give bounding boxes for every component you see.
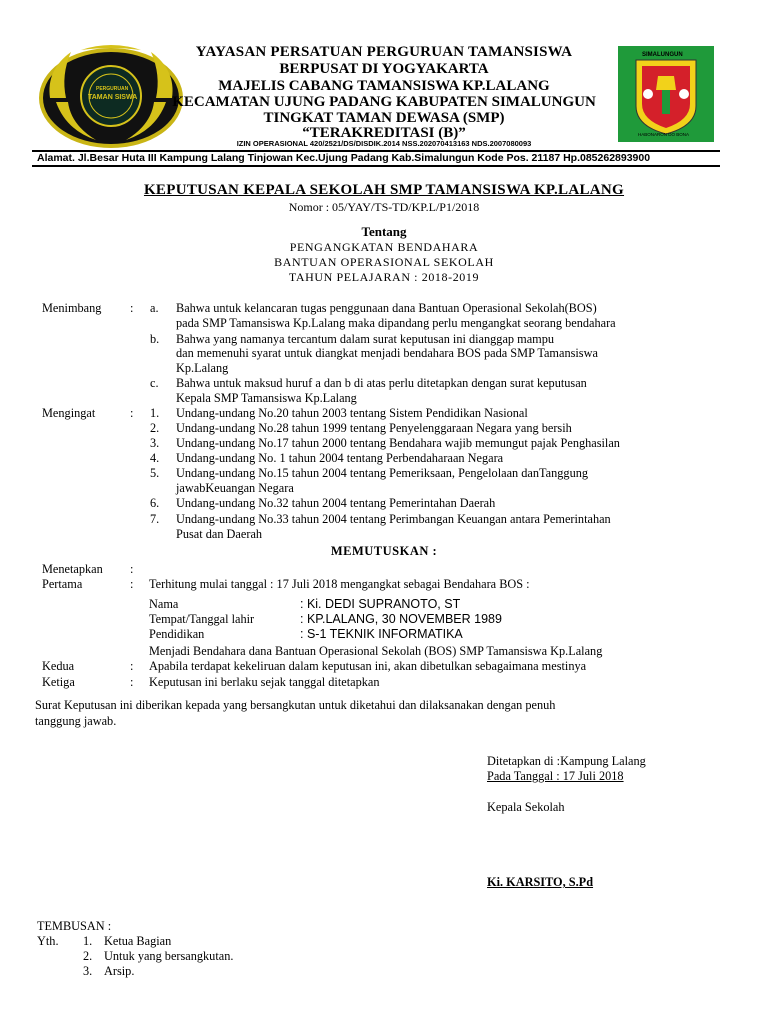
signature-date: Pada Tanggal : 17 Juli 2018 xyxy=(487,769,624,783)
menimbang-mark: b. xyxy=(150,332,160,346)
ketiga-label: Ketiga xyxy=(42,675,75,689)
mengingat-text: Undang-undang No.32 tahun 2004 tentang Pemerintahan Daerah xyxy=(176,496,496,510)
tembusan-title: TEMBUSAN : xyxy=(37,919,112,933)
subject-line: TAHUN PELAJARAN : 2018-2019 xyxy=(288,270,480,284)
field-value: : Ki. DEDI SUPRANOTO, ST xyxy=(300,597,461,611)
menetapkan-colon: : xyxy=(130,562,134,576)
tembusan-yth: Yth. xyxy=(37,934,59,948)
foundation-location: BERPUSAT DI YOGYAKARTA xyxy=(279,61,489,77)
left-logo-text-mid: TAMAN SISWA xyxy=(88,94,138,101)
menimbang-text: dan memenuhi syarat untuk diangkat menjadi bendahara BOS pada SMP Tamansiswa xyxy=(176,346,598,360)
document-number: Nomor : 05/YAY/TS-TD/KP.L/P1/2018 xyxy=(288,200,480,214)
tembusan-mark: 3. xyxy=(83,964,93,978)
right-logo-text-top: SIMALUNGUN xyxy=(642,52,683,58)
mengingat-text: Undang-undang No.20 tahun 2003 tentang Sistem Pendidikan Nasional xyxy=(176,406,528,420)
kedua-label: Kedua xyxy=(42,659,75,673)
menimbang-text: Kp.Lalang xyxy=(176,361,229,375)
mengingat-label: Mengingat xyxy=(42,406,96,420)
field-key: Nama xyxy=(149,597,179,611)
pertama-text: Terhitung mulai tanggal : 17 Juli 2018 mengangkat sebagai Bendahara BOS : xyxy=(149,577,530,591)
mengingat-text: Undang-undang No. 1 tahun 2004 tentang Perbendaharaan Negara xyxy=(176,451,504,465)
signature-place: Ditetapkan di :Kampung Lalang xyxy=(487,754,646,768)
mengingat-mark: 1. xyxy=(150,406,160,420)
field-value: : KP.LALANG, 30 NOVEMBER 1989 xyxy=(300,612,502,626)
tembusan-item: Arsip. xyxy=(104,964,135,978)
menimbang-colon: : xyxy=(130,301,134,315)
school-level: TINGKAT TAMAN DEWASA (SMP) xyxy=(263,110,505,126)
menimbang-text: pada SMP Tamansiswa Kp.Lalang maka dipandang perlu mengangkat seorang bendahara xyxy=(176,316,616,330)
mengingat-mark: 4. xyxy=(150,451,160,465)
right-logo-text-bottom: HABONARON DO BONA xyxy=(638,132,690,137)
mengingat-text: Undang-undang No.33 tahun 2004 tentang Perimbangan Keuangan antara Pemerintahan xyxy=(176,512,611,526)
signature-position: Kepala Sekolah xyxy=(487,800,565,814)
mengingat-mark: 5. xyxy=(150,466,160,480)
mengingat-text: Undang-undang No.15 tahun 2004 tentang Pemeriksaan, Pengelolaan danTanggung xyxy=(176,466,589,480)
menimbang-mark: c. xyxy=(150,376,159,390)
branch-council: MAJELIS CABANG TAMANSISWA KP.LALANG xyxy=(218,78,550,94)
simalungun-logo xyxy=(618,46,714,142)
menetapkan-label: Menetapkan xyxy=(42,562,103,576)
tembusan-item: Ketua Bagian xyxy=(104,934,172,948)
tembusan-item: Untuk yang bersangkutan. xyxy=(104,949,234,963)
foundation-name: YAYASAN PERSATUAN PERGURUAN TAMANSISWA xyxy=(195,44,573,60)
pertama-label: Pertama xyxy=(42,577,83,591)
accreditation: “TERAKREDITASI (B)” xyxy=(302,125,466,141)
ketiga-text: Keputusan ini berlaku sejak tanggal ditetapkan xyxy=(149,675,380,689)
document-title: KEPUTUSAN KEPALA SEKOLAH SMP TAMANSISWA KP.LALANG xyxy=(143,182,625,198)
tentang-heading: Tentang xyxy=(361,224,407,239)
signature-name: Ki. KARSITO, S.Pd xyxy=(487,875,594,889)
menimbang-mark: a. xyxy=(150,301,159,315)
tamansiswa-logo xyxy=(36,40,186,150)
mengingat-text: Undang-undang No.28 tahun 1999 tentang Penyelenggaraan Negara yang bersih xyxy=(176,421,572,435)
mengingat-mark: 2. xyxy=(150,421,160,435)
school-address: Alamat. Jl.Besar Huta III Kampung Lalang Tinjowan Kec.Ujung Padang Kab.Simalungun Kode Pos. 21187 Hp.085262893900 xyxy=(37,152,651,164)
kedua-text: Apabila terdapat kekeliruan dalam keputusan ini, akan dibetulkan sebagaimana mestinya xyxy=(149,659,587,673)
memutuskan-heading: MEMUTUSKAN : xyxy=(330,544,438,558)
menimbang-text: Bahwa yang namanya tercantum dalam surat keputusan ini dianggap mampu xyxy=(176,332,555,346)
menimbang-text: Bahwa untuk kelancaran tugas penggunaan dana Bantuan Operasional Sekolah(BOS) xyxy=(176,301,597,315)
subject-line: BANTUAN OPERASIONAL SEKOLAH xyxy=(274,255,494,269)
mengingat-text: jawabKeuangan Negara xyxy=(176,481,294,495)
mengingat-text: Pusat dan Daerah xyxy=(176,527,263,541)
field-key: Tempat/Tanggal lahir xyxy=(149,612,255,626)
license-numbers: IZIN OPERASIONAL 420/2521/DS/DISDIK.2014 NSS.202070413163 NDS.2007080093 xyxy=(236,139,532,148)
closing-paragraph-line: Surat Keputusan ini diberikan kepada yang bersangkutan untuk diketahui dan dilaksanakan dengan penuh xyxy=(35,698,556,712)
header-rule-bottom xyxy=(32,165,720,167)
tembusan-mark: 2. xyxy=(83,949,93,963)
left-logo-text-top: PERGURUAN xyxy=(96,86,129,92)
mengingat-mark: 3. xyxy=(150,436,160,450)
pertama-closing: Menjadi Bendahara dana Bantuan Operasional Sekolah (BOS) SMP Tamansiswa Kp.Lalang xyxy=(149,644,603,658)
menimbang-label: Menimbang xyxy=(42,301,102,315)
field-key: Pendidikan xyxy=(149,627,205,641)
ketiga-colon: : xyxy=(130,675,134,689)
mengingat-text: Undang-undang No.17 tahun 2000 tentang Bendahara wajib memungut pajak Penghasilan xyxy=(176,436,620,450)
district-regency: KECAMATAN UJUNG PADANG KABUPATEN SIMALUNGUN xyxy=(172,94,596,110)
pertama-colon: : xyxy=(130,577,134,591)
mengingat-mark: 7. xyxy=(150,512,160,526)
field-value: : S-1 TEKNIK INFORMATIKA xyxy=(300,627,463,641)
mengingat-colon: : xyxy=(130,406,134,420)
menimbang-text: Kepala SMP Tamansiswa Kp.Lalang xyxy=(176,391,357,405)
subject-line: PENGANGKATAN BENDAHARA xyxy=(289,240,479,254)
menimbang-text: Bahwa untuk maksud huruf a dan b di atas perlu ditetapkan dengan surat keputusan xyxy=(176,376,587,390)
closing-paragraph-line: tanggung jawab. xyxy=(35,714,117,728)
tembusan-mark: 1. xyxy=(83,934,93,948)
mengingat-mark: 6. xyxy=(150,496,160,510)
kedua-colon: : xyxy=(130,659,134,673)
